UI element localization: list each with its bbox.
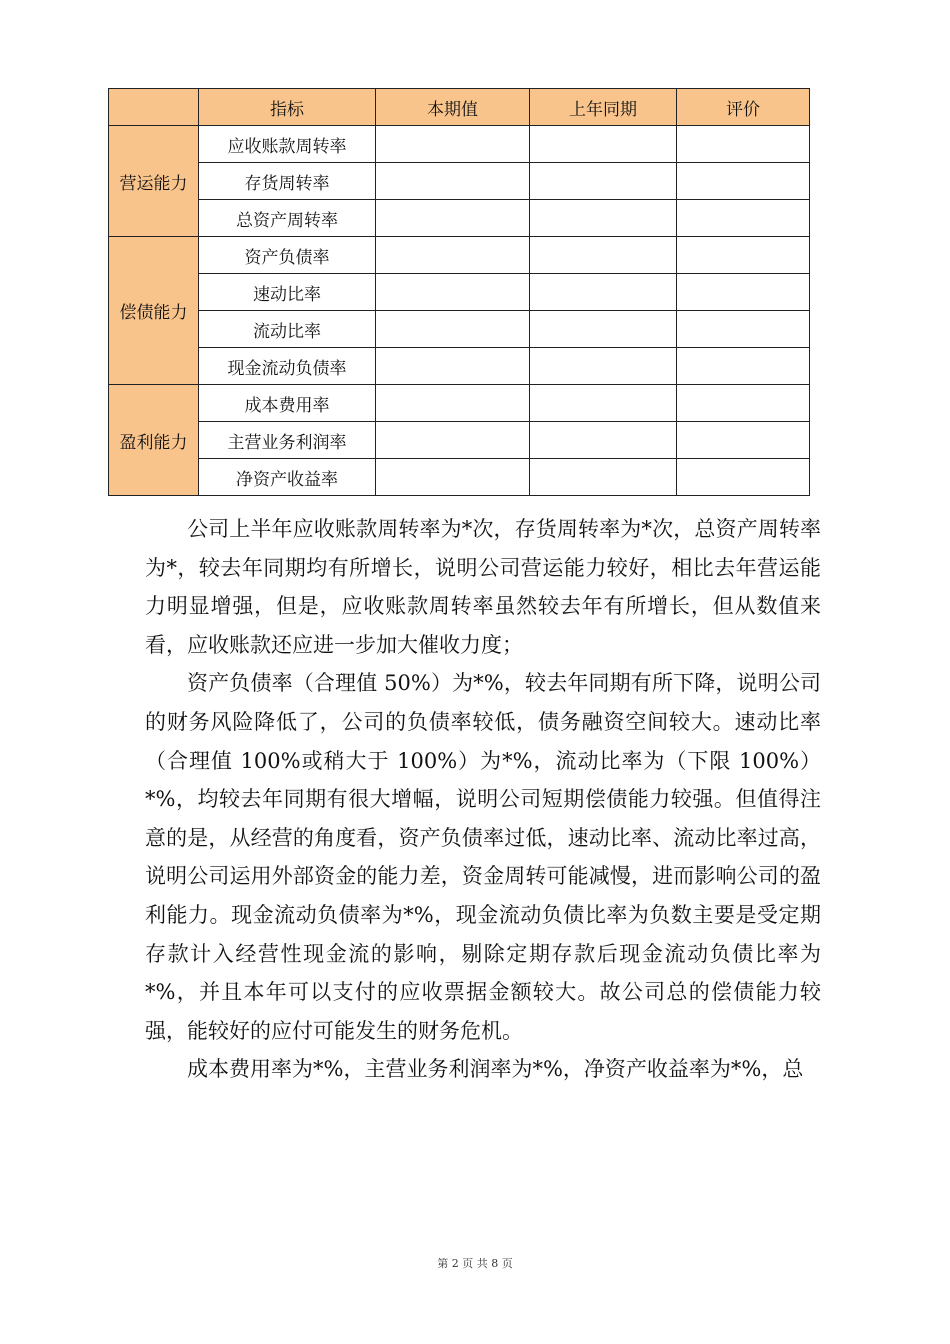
last-year-cell[interactable]	[530, 163, 677, 200]
evaluation-cell[interactable]	[677, 237, 810, 274]
table-row	[109, 274, 810, 311]
indicator-cell: 资产负债率	[199, 237, 376, 274]
category-solvency: 偿债能力	[109, 237, 199, 385]
current-value-cell[interactable]	[376, 274, 530, 311]
current-value-cell[interactable]	[376, 385, 530, 422]
table-row	[109, 385, 810, 422]
table-header-row	[109, 89, 810, 126]
indicator-cell: 净资产收益率	[199, 459, 376, 496]
header-cell-indicator: 指标	[199, 89, 376, 126]
table-row	[109, 237, 810, 274]
indicator-cell: 应收账款周转率	[199, 126, 376, 163]
evaluation-cell[interactable]	[677, 385, 810, 422]
evaluation-cell[interactable]	[677, 163, 810, 200]
table-row	[109, 163, 810, 200]
header-cell-last-year: 上年同期	[530, 89, 677, 126]
table-row	[109, 200, 810, 237]
indicator-cell: 存货周转率	[199, 163, 376, 200]
current-value-cell[interactable]	[376, 163, 530, 200]
table-row	[109, 126, 810, 163]
last-year-cell[interactable]	[530, 422, 677, 459]
evaluation-cell[interactable]	[677, 274, 810, 311]
current-value-cell[interactable]	[376, 422, 530, 459]
current-value-cell[interactable]	[376, 237, 530, 274]
financial-ratio-table	[108, 88, 810, 496]
page-footer: 第 2 页 共 8 页	[437, 1257, 513, 1270]
indicator-cell: 主营业务利润率	[199, 422, 376, 459]
current-value-cell[interactable]	[376, 459, 530, 496]
indicator-cell: 成本费用率	[199, 385, 376, 422]
paragraph-solvency: 资产负债率（合理值 50%）为*%，较去年同期有所下降，说明公司的财务风险降低了，公司的负债率较低，债务融资空间较大。速动比率（合理值 100%或稍大于 100%）为*%，流动比率为（下限 100%）*%，均较去年同期有很大增幅，说明公司短期偿债能力较强。但值得注意的是，从经营的角度看，资产负债率过低，速动比率、流动比率过高，说明公司运用外部资金的能力差，资金周转可能减慢，进而影响公司的盈利能力。现金流动负债率为*%，现金流动负债比率为负数主要是受定期存款计入经营性现金流的影响，剔除定期存款后现金流动负债比率为*%，并且本年可以支付的应收票据金额较大。故公司总的偿债能力较强，能较好的应付可能发生的财务危机。	[145, 671, 821, 1043]
last-year-cell[interactable]	[530, 237, 677, 274]
evaluation-cell[interactable]	[677, 459, 810, 496]
last-year-cell[interactable]	[530, 385, 677, 422]
table-row	[109, 422, 810, 459]
table-row	[109, 459, 810, 496]
last-year-cell[interactable]	[530, 126, 677, 163]
indicator-cell: 总资产周转率	[199, 200, 376, 237]
last-year-cell[interactable]	[530, 348, 677, 385]
paragraph-profitability: 成本费用率为*%，主营业务利润率为*%，净资产收益率为*%，总	[187, 1057, 804, 1082]
current-value-cell[interactable]	[376, 126, 530, 163]
last-year-cell[interactable]	[530, 274, 677, 311]
last-year-cell[interactable]	[530, 200, 677, 237]
table-row	[109, 311, 810, 348]
current-value-cell[interactable]	[376, 200, 530, 237]
evaluation-cell[interactable]	[677, 311, 810, 348]
header-cell	[109, 89, 199, 126]
evaluation-cell[interactable]	[677, 348, 810, 385]
indicator-cell: 流动比率	[199, 311, 376, 348]
header-cell-evaluation: 评价	[677, 89, 810, 126]
last-year-cell[interactable]	[530, 311, 677, 348]
last-year-cell[interactable]	[530, 459, 677, 496]
indicator-cell: 现金流动负债率	[199, 348, 376, 385]
current-value-cell[interactable]	[376, 311, 530, 348]
header-cell-current: 本期值	[376, 89, 530, 126]
paragraph-operating: 公司上半年应收账款周转率为*次，存货周转率为*次，总资产周转率为*，较去年同期均有所增长，说明公司营运能力较好，相比去年营运能力明显增强，但是，应收账款周转率虽然较去年有所增长，但从数值来看，应收账款还应进一步加大催收力度；	[145, 517, 821, 657]
indicator-cell: 速动比率	[199, 274, 376, 311]
evaluation-cell[interactable]	[677, 200, 810, 237]
evaluation-cell[interactable]	[677, 422, 810, 459]
current-value-cell[interactable]	[376, 348, 530, 385]
category-operating: 营运能力	[109, 126, 199, 237]
category-profitability: 盈利能力	[109, 385, 199, 496]
table-row	[109, 348, 810, 385]
evaluation-cell[interactable]	[677, 126, 810, 163]
analysis-text	[145, 510, 821, 1089]
